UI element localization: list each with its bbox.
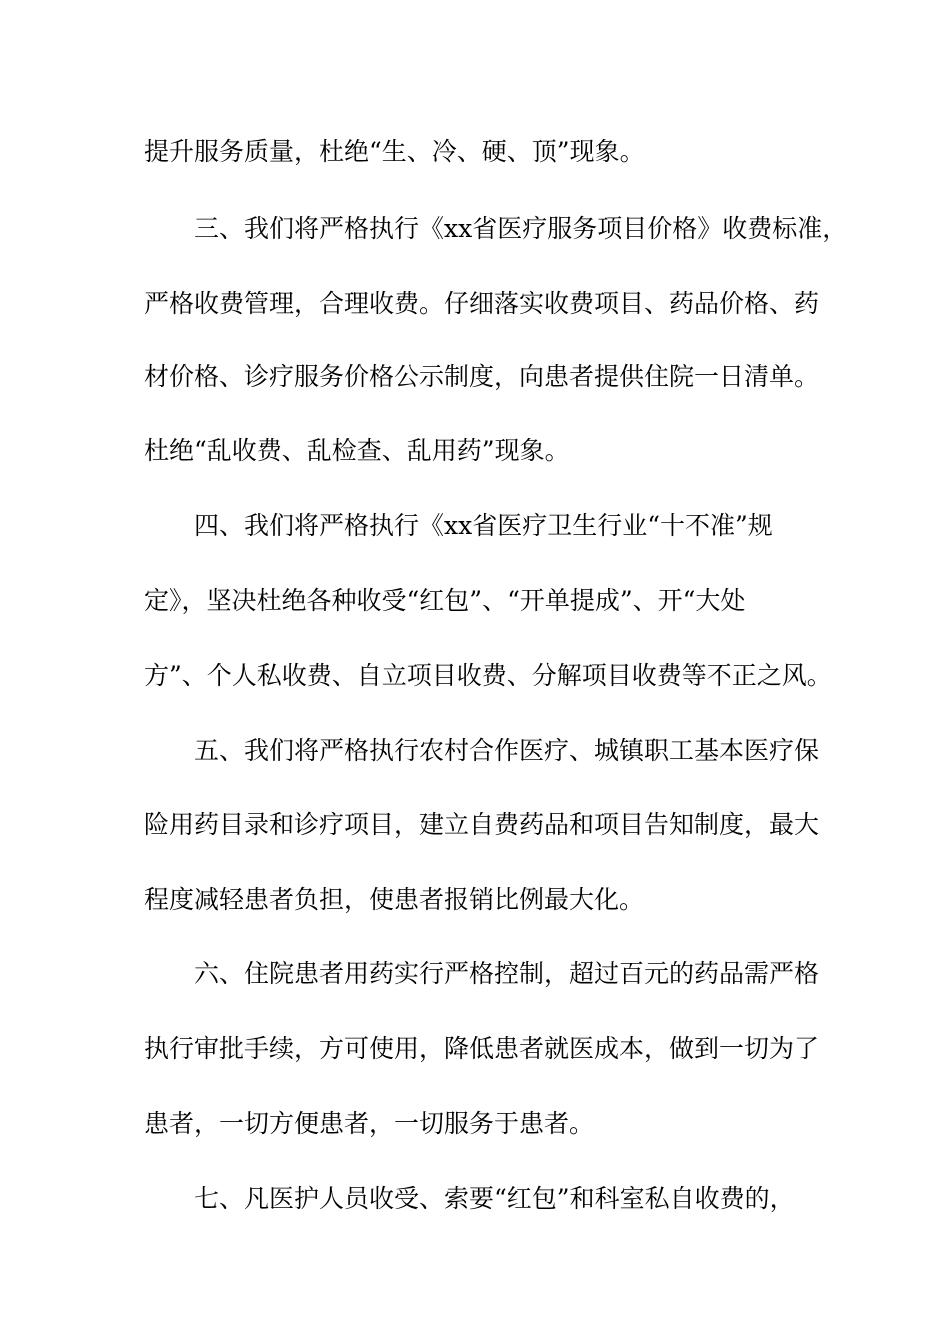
text-line: 杜绝“乱收费、乱检查、乱用药”现象。	[144, 436, 570, 465]
text-line: 提升服务质量，杜绝“生、冷、硬、顶”现象。	[144, 137, 645, 166]
text-line: 定》，坚决杜绝各种收受“红包”、“开单提成”、开“大处	[144, 586, 746, 615]
text-line: 患者，一切方便患者，一切服务于患者。	[144, 1109, 595, 1138]
paragraph-item-5: 五、我们将严格执行农村合作医疗、城镇职工基本医疗保	[194, 736, 820, 765]
text-line: 方”、个人私收费、自立项目收费、分解项目收费等不正之风。	[144, 661, 832, 690]
text-line: 险用药目录和诊疗项目，建立自费药品和项目告知制度，最大	[144, 810, 820, 839]
paragraph-item-7: 七、凡医护人员收受、索要“红包”和科室私自收费的，	[194, 1184, 795, 1213]
text-line: 材价格、诊疗服务价格公示制度，向患者提供住院一日清单。	[144, 362, 820, 391]
text-line: 执行审批手续，方可使用，降低患者就医成本，做到一切为了	[144, 1034, 820, 1063]
paragraph-item-4: 四、我们将严格执行《xx省医疗卫生行业“十不准”规	[194, 511, 773, 540]
paragraph-item-3: 三、我们将严格执行《xx省医疗服务项目价格》收费标准，	[194, 214, 848, 243]
paragraph-item-6: 六、住院患者用药实行严格控制，超过百元的药品需严格	[194, 959, 820, 988]
text-line: 程度减轻患者负担，使患者报销比例最大化。	[144, 885, 645, 914]
text-line: 严格收费管理，合理收费。仔细落实收费项目、药品价格、药	[144, 289, 820, 318]
